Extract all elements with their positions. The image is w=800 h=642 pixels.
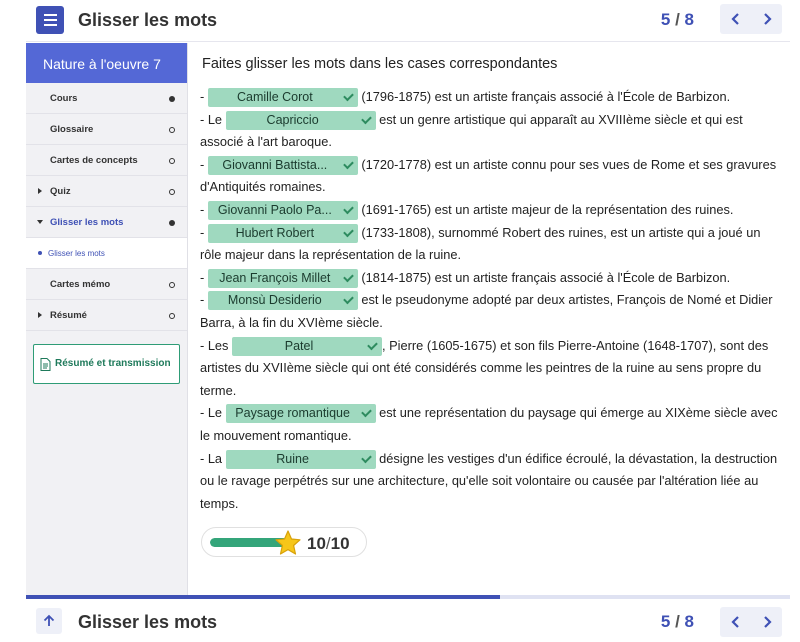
sidebar-item-label: Glisser les mots <box>50 217 124 228</box>
sentence-text: (1691-1765) est un artiste majeur de la représentation des ruines. <box>357 201 734 217</box>
sentence-prefix: - Le <box>200 405 226 421</box>
answer-chip[interactable] <box>208 88 358 107</box>
sentence-text: (1733-1808), surnommé Robert des ruines, est un artiste qui a joué un rôle majeur dans la représentation de la ruine. <box>200 224 761 263</box>
sidebar-item-resume[interactable] <box>26 300 187 331</box>
sentence-text: est une représentation du paysage qui émerge au XIXème siècle avec le mouvement romantique. <box>200 405 778 443</box>
incomplete-dot-icon <box>169 282 175 288</box>
sentence <box>200 154 780 199</box>
sentence-prefix: - <box>200 292 208 308</box>
footer-title: Glisser les mots <box>78 612 218 632</box>
answer-chip-label: Jean François Millet <box>219 270 331 285</box>
sentence <box>200 402 780 447</box>
check-icon <box>361 113 372 124</box>
sentence <box>200 86 780 109</box>
sidebar-item-glossaire[interactable] <box>26 114 187 145</box>
page-title: Glisser les mots <box>78 10 218 30</box>
sidebar-item-label: Résumé <box>50 310 87 321</box>
footer-page-nav <box>720 607 782 637</box>
sentence <box>200 199 780 222</box>
caret-right-icon <box>38 188 42 194</box>
page-separator: / <box>675 10 680 29</box>
answer-chip[interactable] <box>232 337 382 356</box>
score-separator: / <box>325 534 331 553</box>
sidebar-item-label: Cartes de concepts <box>50 155 138 166</box>
sentence <box>200 335 780 403</box>
chevron-left-icon <box>729 615 743 629</box>
sidebar-item-label: Quiz <box>50 186 71 197</box>
sentence-prefix: - <box>200 224 208 240</box>
bullet-icon <box>38 251 42 255</box>
caret-down-icon <box>37 220 43 224</box>
chevron-right-icon <box>760 12 774 26</box>
sentence <box>200 448 780 516</box>
scroll-top-button[interactable] <box>36 608 62 634</box>
score-max: 10 <box>330 534 350 553</box>
answer-chip[interactable] <box>208 269 358 288</box>
page-counter <box>661 10 694 30</box>
answer-chip[interactable] <box>226 450 376 469</box>
check-icon <box>361 407 372 418</box>
chevron-right-icon <box>760 615 774 629</box>
sentence-text: , Pierre (1605-1675) et son fils Pierre-Antoine (1648-1707), sont des artistes du XVIIème siècle qui ont été considérés comme les peintres de la ruine au sens propre du terme. <box>200 337 769 398</box>
check-icon <box>367 339 378 350</box>
answer-chip-label: Hubert Robert <box>235 225 315 240</box>
incomplete-dot-icon <box>169 313 175 319</box>
answer-chip[interactable] <box>226 111 376 130</box>
answer-chip-label: Capriccio <box>266 112 319 127</box>
answer-chip-label: Giovanni Paolo Pa... <box>217 202 332 217</box>
right-gutter <box>790 0 800 642</box>
check-icon <box>343 294 354 305</box>
check-icon <box>343 158 354 169</box>
incomplete-dot-icon <box>169 189 175 195</box>
page-current: 5 <box>660 612 671 631</box>
check-icon <box>343 91 354 102</box>
sidebar-subitem-label: Glisser les mots <box>48 249 105 258</box>
document-icon <box>40 358 51 371</box>
answer-chip[interactable] <box>208 291 358 310</box>
exercise-text <box>200 86 780 515</box>
sidebar-item-label: Glossaire <box>50 124 94 135</box>
answer-chip-label: Ruine <box>276 451 309 466</box>
sentence-text: (1720-1778) est un artiste connu pour ses vues de Rome et ses gravures d'Antiquités romaines. <box>200 156 777 195</box>
completed-dot-icon <box>169 220 175 226</box>
course-title[interactable]: Nature à l'oeuvre 7 <box>26 43 187 83</box>
sidebar-item-label: Cartes mémo <box>50 279 111 290</box>
summary-transmission-button[interactable] <box>33 344 180 384</box>
answer-chip[interactable] <box>226 404 376 423</box>
sidebar-subitem-glisser-les-mots[interactable] <box>26 238 187 269</box>
sidebar <box>26 43 188 595</box>
left-gutter <box>0 0 26 642</box>
sentence-prefix: - La <box>200 450 226 466</box>
sidebar-item-glisser-les-mots[interactable] <box>26 207 187 238</box>
page-total: 8 <box>684 612 694 631</box>
check-icon <box>343 226 354 237</box>
hamburger-icon <box>44 14 57 16</box>
exercise-instruction: Faites glisser les mots dans les cases correspondantes <box>202 56 558 72</box>
previous-page-button[interactable] <box>720 607 751 637</box>
sentence-text: est un genre artistique qui apparaît au XVIIIème siècle et qui est associé à l'art baroque. <box>200 111 743 150</box>
score-panel <box>201 527 367 557</box>
top-bar <box>26 0 790 42</box>
answer-chip-label: Monsù Desiderio <box>227 293 322 308</box>
answer-chip-label: Patel <box>284 338 314 353</box>
sentence-text: désigne les vestiges d'un édifice écroulé, la dévastation, la destruction ou le ravage perpétrés sur une architecture, qu'elle soit volontaire ou causée par l'altération liée au temps. <box>200 450 778 511</box>
sentence <box>200 289 780 334</box>
main-content <box>189 43 790 595</box>
sidebar-item-label: Cours <box>50 93 78 104</box>
next-page-button[interactable] <box>751 607 782 637</box>
chevron-left-icon <box>729 12 743 26</box>
sidebar-item-cartes-memo[interactable] <box>26 269 187 300</box>
answer-chip-label: Paysage romantique <box>235 406 350 421</box>
sentence-text: (1814-1875) est un artiste français associé à l'École de Barbizon. <box>357 269 731 285</box>
sentence <box>200 267 780 290</box>
star-icon <box>274 529 302 557</box>
arrow-up-icon <box>42 614 56 628</box>
menu-button[interactable] <box>36 6 64 34</box>
next-page-button[interactable] <box>751 4 782 34</box>
page-current: 5 <box>660 10 671 29</box>
sentence <box>200 109 780 154</box>
sentence-prefix: - Les <box>200 337 233 353</box>
answer-chip-label: Giovanni Battista... <box>222 157 328 172</box>
sentence <box>200 222 780 267</box>
page-nav <box>720 4 782 34</box>
page-separator: / <box>675 612 680 631</box>
bottom-bar <box>26 599 790 642</box>
sentence-prefix: - <box>200 89 208 104</box>
sidebar-item-cours[interactable] <box>26 83 187 114</box>
sentence-text: (1796-1875) est un artiste français associé à l'École de Barbizon. <box>357 89 731 104</box>
check-icon <box>361 452 372 463</box>
footer-page-counter <box>661 612 694 632</box>
caret-right-icon <box>38 312 42 318</box>
answer-chip-label: Camille Corot <box>236 90 313 104</box>
sentence-prefix: - <box>200 156 208 172</box>
sidebar-item-quiz[interactable] <box>26 176 187 207</box>
sentence-text: est le pseudonyme adopté par deux artistes, François de Nomé et Didier Barra, à la fin du XVIème siècle. <box>200 292 773 330</box>
previous-page-button[interactable] <box>720 4 751 34</box>
completed-dot-icon <box>169 96 175 102</box>
answer-chip[interactable] <box>208 156 358 175</box>
sentence-prefix: - <box>200 201 208 217</box>
answer-chip[interactable] <box>208 224 358 243</box>
score-points: 10 <box>307 534 326 553</box>
page-total: 8 <box>684 10 694 29</box>
summary-button-label: Résumé et transmission <box>55 358 171 369</box>
answer-chip[interactable] <box>208 201 358 220</box>
check-icon <box>343 271 354 282</box>
incomplete-dot-icon <box>169 158 175 164</box>
sentence-prefix: - Le <box>200 111 226 127</box>
sentence-prefix: - <box>200 269 208 285</box>
check-icon <box>343 204 354 215</box>
score-value <box>307 534 350 554</box>
sidebar-item-cartes-de-concepts[interactable] <box>26 145 187 176</box>
incomplete-dot-icon <box>169 127 175 133</box>
